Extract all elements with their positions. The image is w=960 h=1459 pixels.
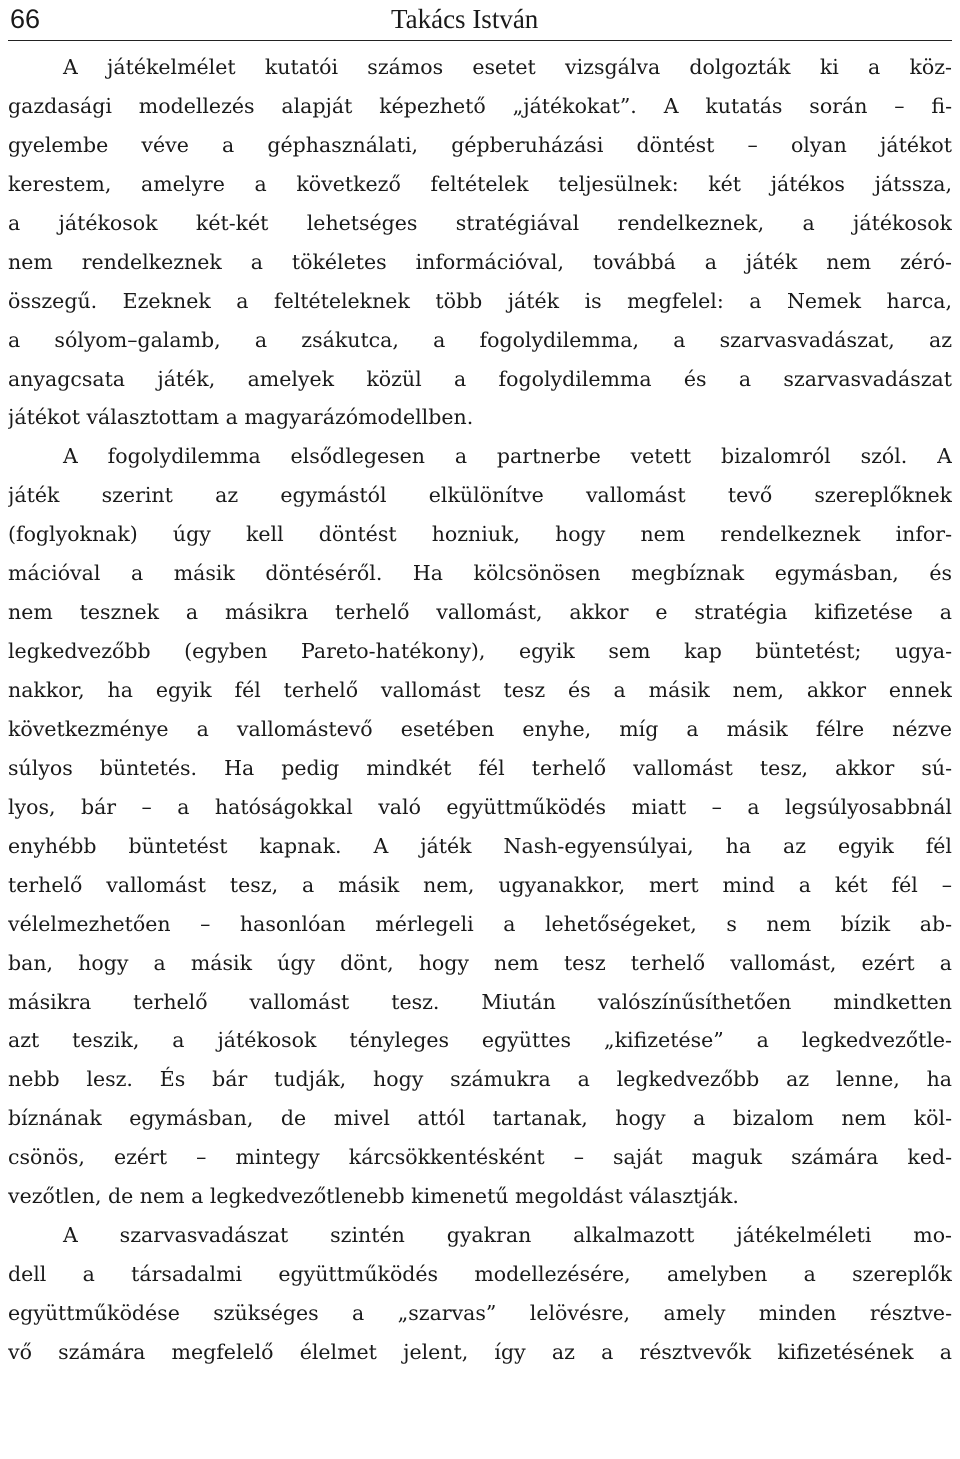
text-line: együttműködése szükséges a „szarvas” lelövésre, amely minden résztve- <box>8 1301 952 1325</box>
page-number: 66 <box>10 4 41 34</box>
text-line: nakkor, ha egyik fél terhelő vallomást tesz és a másik nem, akkor ennek <box>8 678 952 702</box>
text-line: játékot választottam a magyarázómodellben. <box>8 405 474 430</box>
paragraph <box>8 1216 952 1372</box>
running-head-author: Takács István <box>391 4 539 34</box>
text-line: ban, hogy a másik úgy dönt, hogy nem tesz terhelő vallomást, ezért a <box>8 950 952 975</box>
text-line: A játékelmélet kutatói számos esetet vizsgálva dolgozták ki a köz- <box>63 55 952 79</box>
text-line: összegű. Ezeknek a feltételeknek több játék is megfelel: a Nemek harca, <box>8 288 952 313</box>
text-line: súlyos büntetés. Ha pedig mindkét fél terhelő vallomást tesz, akkor sú- <box>8 755 952 780</box>
text-line: enyhébb büntetést kapnak. A játék Nash-egyensúlyai, ha az egyik fél <box>8 833 952 858</box>
text-line: A fogolydilemma elsődlegesen a partnerbe vetett bizalomról szól. A <box>63 444 952 469</box>
text-line: bíznának egymásban, de mivel attól tartanak, hogy a bizalom nem köl- <box>8 1106 952 1131</box>
text-line: A szarvasvadászat szintén gyakran alkalmazott játékelméleti mo- <box>63 1223 952 1248</box>
text-line: nem tesznek a másikra terhelő vallomást, akkor e stratégia kifizetése a <box>8 600 952 625</box>
text-line: nem rendelkeznek a tökéletes információval, továbbá a játék nem zéró- <box>8 249 952 274</box>
paragraph <box>8 48 952 437</box>
body-text <box>8 48 952 1372</box>
text-line: nebb lesz. És bár tudják, hogy számukra a legkedvezőbb az lenne, ha <box>8 1067 952 1092</box>
text-line: legkedvezőbb (egyben Pareto-hatékony), egyik sem kap büntetést; ugya- <box>8 639 952 664</box>
text-line: terhelő vallomást tesz, a másik nem, ugyanakkor, mert mind a két fél – <box>8 872 952 897</box>
page-header <box>8 0 952 41</box>
text-line: vezőtlen, de nem a legkedvezőtlenebb kimenetű megoldást választják. <box>8 1184 739 1209</box>
text-line: lyos, bár – a hatóságokkal való együttműködés miatt – a legsúlyosabbnál <box>8 794 952 819</box>
text-line: vélelmezhetően – hasonlóan mérlegeli a lehetőségeket, s nem bízik ab- <box>8 911 952 936</box>
text-line: csönös, ezért – mintegy kárcsökkentésként – saját maguk számára ked- <box>8 1145 952 1170</box>
text-line: következménye a vallomástevő esetében enyhe, míg a másik félre nézve <box>8 716 952 741</box>
text-line: mációval a másik döntéséről. Ha kölcsönösen megbíznak egymásban, és <box>8 561 952 586</box>
text-line: dell a társadalmi együttműködés modellezésére, amelyben a szereplők <box>8 1262 952 1287</box>
text-line: másikra terhelő vallomást tesz. Miután valószínűsíthetően mindketten <box>8 989 952 1014</box>
text-line: azt teszik, a játékosok tényleges együttes „kifizetése” a legkedvezőtle- <box>8 1028 952 1053</box>
text-line: játék szerint az egymástól elkülönítve vallomást tevő szereplőknek <box>8 483 952 508</box>
text-line: anyagcsata játék, amelyek közül a fogolydilemma és a szarvasvadászat <box>8 366 952 391</box>
text-line: (foglyoknak) úgy kell döntést hozniuk, hogy nem rendelkeznek infor- <box>8 522 952 547</box>
text-line: kerestem, amelyre a következő feltételek teljesülnek: két játékos játssza, <box>8 171 952 196</box>
text-line: a játékosok két-két lehetséges stratégiával rendelkeznek, a játékosok <box>8 210 952 235</box>
text-line: gyelembe véve a géphasználati, gépberuházási döntést – olyan játékot <box>8 132 952 157</box>
text-line: gazdasági modellezés alapját képezhető „játékokat”. A kutatás során – fi- <box>8 93 952 118</box>
text-line: vő számára megfelelő élelmet jelent, így az a résztvevők kifizetésének a <box>8 1339 952 1364</box>
text-line: a sólyom–galamb, a zsákutca, a fogolydilemma, a szarvasvadászat, az <box>8 327 952 352</box>
paragraph <box>8 437 952 1216</box>
